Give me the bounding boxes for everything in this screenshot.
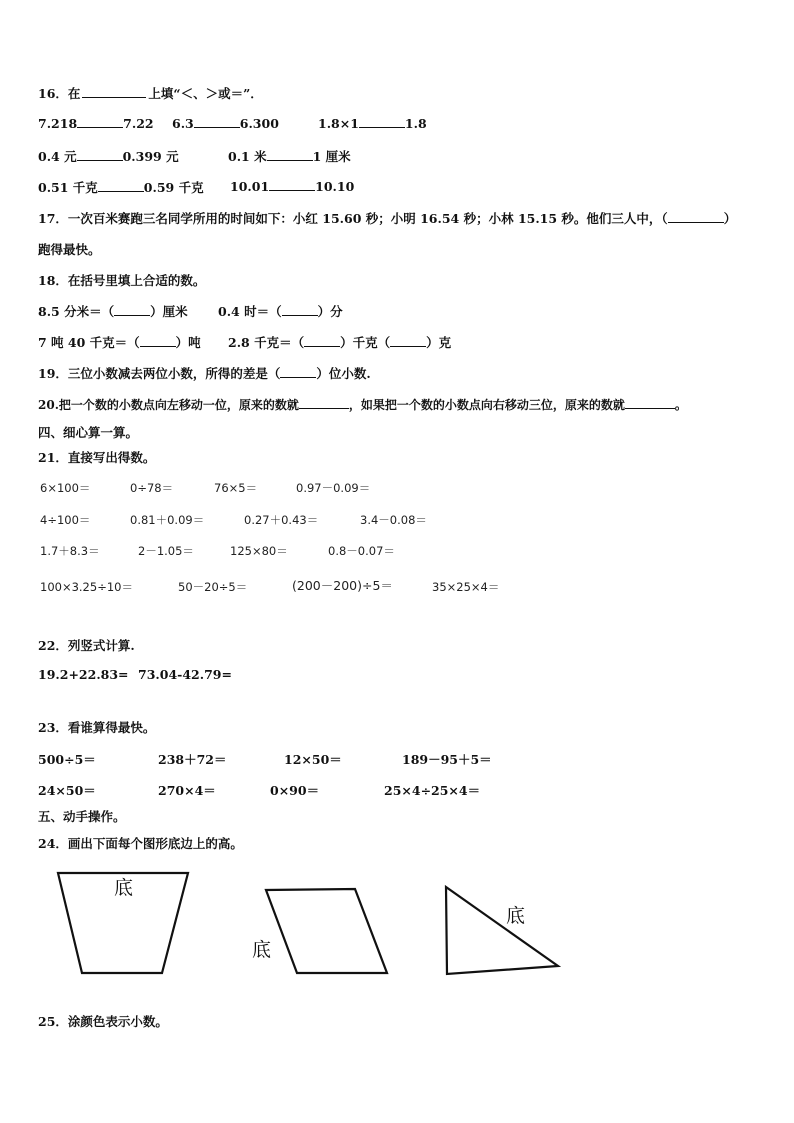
q17-text: 17．一次百米赛跑三名同学所用的时间如下：小红 15.60 秒；小明 16.54 秒；小林 15.15 秒。他们三人中，（ ）	[38, 211, 737, 226]
q23-item: 189－95＋5＝	[402, 752, 492, 767]
q16-item: 0.51 千克 0.59 千克	[38, 180, 204, 195]
calc-item: 50－20÷5＝	[178, 580, 248, 594]
q22-title: 22．列竖式计算.	[38, 638, 135, 653]
right-triangle-shape	[446, 887, 558, 974]
q23-item: 0×90＝	[270, 783, 320, 798]
q23-item: 25×4÷25×4＝	[384, 783, 481, 798]
q23-item: 500÷5＝	[38, 752, 96, 767]
q23-item: 270×4＝	[158, 783, 216, 798]
blank[interactable]	[194, 115, 240, 128]
q16-item: 6.3 6.300	[172, 116, 279, 131]
calc-item: 6×100＝	[40, 481, 91, 495]
parallelogram-base-label: 底	[252, 939, 272, 961]
q23-item: 24×50＝	[38, 783, 96, 798]
calc-item: 0.81＋0.09＝	[130, 513, 205, 527]
blank[interactable]	[98, 179, 144, 192]
blank[interactable]	[282, 303, 318, 316]
q23-item: 12×50＝	[284, 752, 342, 767]
blank[interactable]	[77, 115, 123, 128]
calc-item: 125×80＝	[230, 544, 288, 558]
q18-item: 7 吨 40 千克＝（ ）吨	[38, 335, 201, 350]
q23-title: 23．看谁算得最快。	[38, 720, 156, 735]
calc-item: 76×5＝	[214, 481, 258, 495]
q18-item: 8.5 分米＝（ ）厘米	[38, 304, 188, 319]
q19-text: 19．三位小数减去两位小数，所得的差是（ ）位小数.	[38, 366, 371, 381]
calc-item: 100×3.25÷10＝	[40, 580, 133, 594]
q22-item: 19.2+22.83=	[38, 667, 129, 682]
blank[interactable]	[299, 396, 349, 409]
calc-item: 35×25×4＝	[432, 580, 500, 594]
calc-item: 0.97－0.09＝	[296, 481, 371, 495]
calc-item: 0.8－0.07＝	[328, 544, 395, 558]
section-heading-5: 五、动手操作。	[38, 809, 126, 824]
q18-title: 18．在括号里填上合适的数。	[38, 273, 206, 288]
blank[interactable]	[625, 396, 675, 409]
q21-title: 21．直接写出得数。	[38, 450, 156, 465]
parallelogram-shape	[266, 889, 387, 973]
blank[interactable]	[280, 365, 316, 378]
q18-item: 2.8 千克＝（ ）千克（ ）克	[228, 335, 452, 350]
blank[interactable]	[304, 334, 340, 347]
blank[interactable]	[359, 115, 405, 128]
q16-title: 16．在 上填“＜、＞或＝”．	[38, 86, 263, 101]
q25-title: 25．涂颜色表示小数。	[38, 1014, 168, 1029]
blank[interactable]	[390, 334, 426, 347]
q22-item: 73.04-42.79=	[138, 667, 232, 682]
calc-item: 3.4－0.08＝	[360, 513, 427, 527]
q23-item: 238＋72＝	[158, 752, 227, 767]
q18-item: 0.4 时＝（ ）分	[218, 304, 343, 319]
q24-title: 24．画出下面每个图形底边上的高。	[38, 836, 243, 851]
calc-item: 0.27＋0.43＝	[244, 513, 319, 527]
q16-item: 7.218 7.22	[38, 116, 154, 131]
q16-item: 0.1 米 1 厘米	[228, 149, 351, 164]
calc-item: 1.7＋8.3＝	[40, 544, 100, 558]
calc-item: 0÷78＝	[130, 481, 174, 495]
trapezoid-base-label: 底	[114, 877, 134, 899]
q16-item: 1.8×1 1.8	[318, 116, 427, 131]
calc-item: (200－200)÷5＝	[292, 578, 393, 593]
blank[interactable]	[267, 148, 313, 161]
blank[interactable]	[668, 210, 724, 223]
blank[interactable]	[77, 148, 123, 161]
q17-text-2: 跑得最快。	[38, 242, 101, 257]
geometry-figures	[0, 860, 794, 990]
blank[interactable]	[140, 334, 176, 347]
calc-item: 4÷100＝	[40, 513, 91, 527]
blank[interactable]	[114, 303, 150, 316]
section-heading-4: 四、细心算一算。	[38, 425, 139, 440]
triangle-base-label: 底	[506, 905, 526, 927]
calc-item: 2－1.05＝	[138, 544, 194, 558]
blank[interactable]	[269, 178, 315, 191]
q16-item: 0.4 元 0.399 元	[38, 149, 179, 164]
q20-text: 20.把一个数的小数点向左移动一位，原来的数就 ，如果把一个数的小数点向右移动三位，原来的数就 。	[38, 398, 687, 412]
blank[interactable]	[82, 85, 146, 98]
q16-item: 10.01 10.10	[230, 179, 355, 194]
